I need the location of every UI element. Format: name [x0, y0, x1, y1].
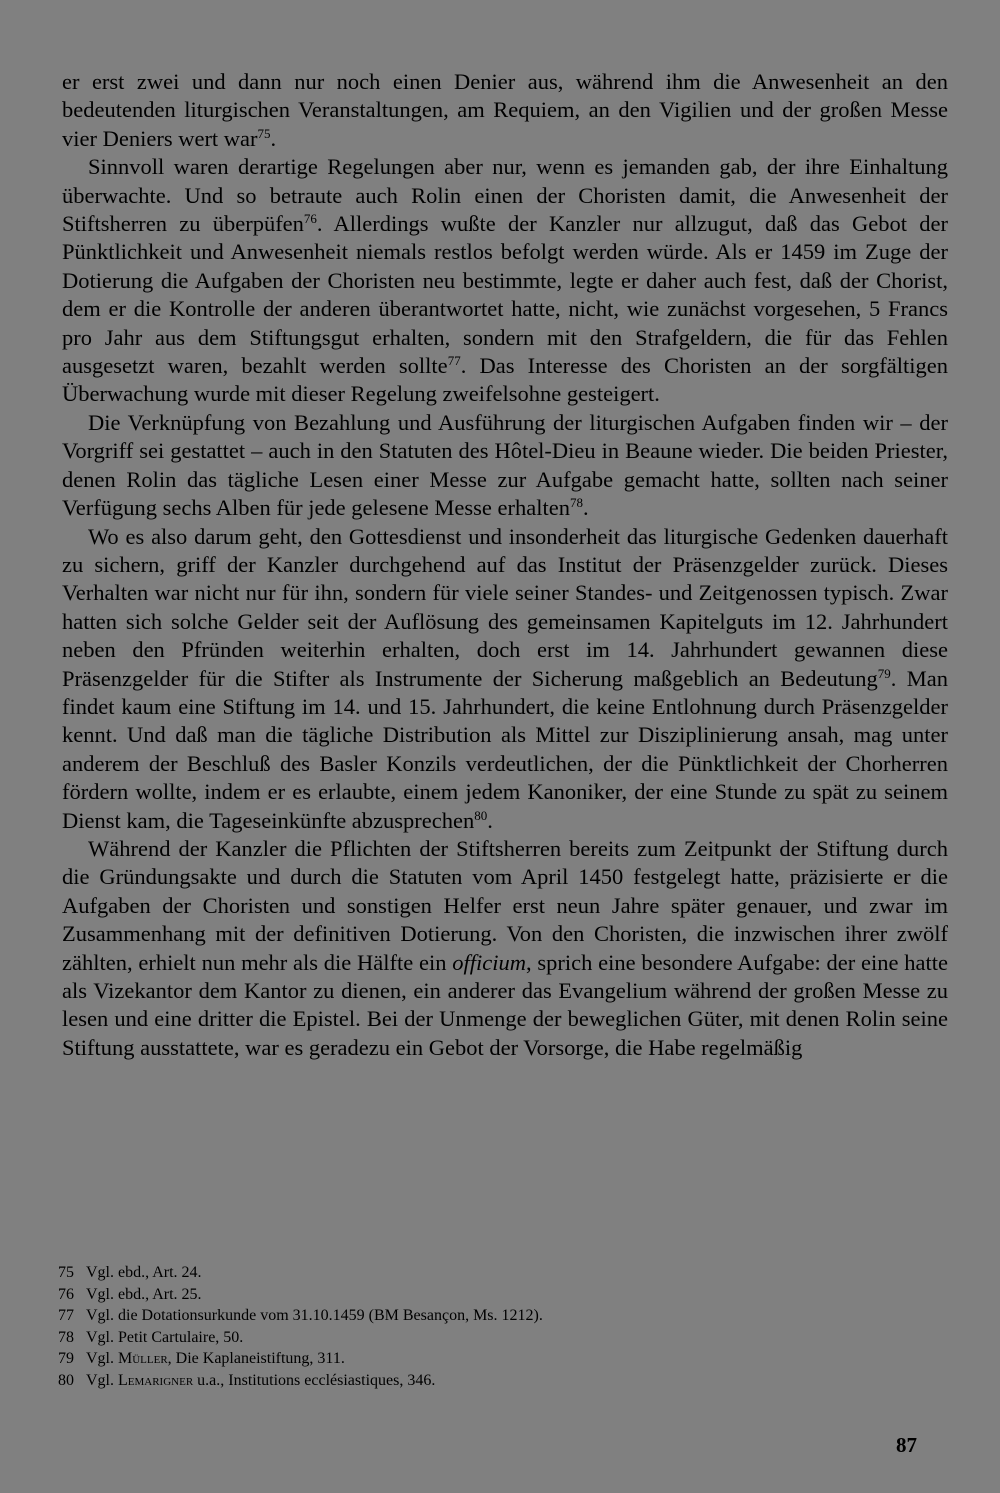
text-segment: . Das Interesse des Choristen an der sorgfältigen Überwachung wurde mit dieser Regelung zweifelsohne gesteigert. [62, 353, 949, 407]
text-segment: u.a., Institutions ecclésiastiques, 346. [193, 1371, 436, 1389]
footnote-reference: 76 [303, 211, 317, 227]
text-segment: Vgl. ebd., Art. 24. [86, 1264, 202, 1281]
text-segment: , sprich eine besondere Aufgabe: der eine hatte als Vizekantor dem Kantor zu dienen, ein anderer das Evangelium während der großen Messe zu lesen und eine dritter die Epistel. Bei der Unmenge der beweglichen Güter, mit denen Rolin seine Stiftung ausstattete, war es geradezu ein Gebot der Vorsorge, die Habe regelmäßig [62, 949, 948, 1060]
text-segment: . Allerdings wußte der Kanzler nur allzugut, daß das Gebot der Pünktlichkeit und Anwesenheit niemals restlos befolgt werden würde. Als er 1459 im Zuge der Dotierung die Aufgaben der Choristen neu bestimmte, legte er daher auch fest, daß der Chorist, dem er die Kontrolle der anderen überantwortet hatte, nicht, wie zunächst vorgesehen, 5 Francs pro Jahr aus dem Stiftungsgut erhalten, sondern mit den Strafgeldern, die für das Fehlen ausgesetzt waren, bezahlt werden sollte [62, 211, 948, 379]
text-segment: . [582, 495, 589, 521]
author-name: Müller [118, 1350, 168, 1367]
paragraph [62, 68, 948, 153]
italic-text: officium [452, 949, 527, 975]
text-segment: , Die Kaplaneistiftung, 311. [167, 1350, 345, 1367]
text-segment: Die Verknüpfung von Bezahlung und Ausführung der liturgischen Aufgaben finden wir – der Vorgriff sei gestattet – auch in den Statuten des Hôtel-Dieu in Beaune wieder. Die beiden Priester, denen Rolin das tägliche Lesen einer Messe zur Aufgabe gemacht hatte, sollten nach seiner Verfügung sechs Alben für jede gelesene Messe erhalten [62, 409, 948, 521]
body-text [62, 68, 948, 1062]
footnote [58, 1370, 948, 1392]
text-segment: Vgl. die Dotationsurkunde vom 31.10.1459 (BM Besançon, Ms. 1212). [86, 1307, 543, 1324]
footnote [58, 1262, 948, 1284]
footnote-number: 78 [58, 1328, 74, 1346]
footnote-number: 75 [58, 1264, 74, 1281]
footnote-number: 80 [58, 1371, 74, 1389]
footnote-text [86, 1305, 543, 1327]
text-segment: Vgl. Petit Cartulaire, 50. [86, 1328, 244, 1346]
footnote-reference: 77 [447, 353, 461, 369]
text-segment: . [487, 807, 493, 833]
footnote-number: 76 [58, 1285, 74, 1303]
footnote-text [86, 1284, 202, 1306]
paragraph [62, 523, 948, 835]
footnote-text [86, 1327, 243, 1349]
footnote-reference: 79 [877, 665, 891, 681]
paragraph [62, 409, 948, 523]
footnote [58, 1327, 948, 1349]
text-segment: Wo es also darum geht, den Gottesdienst und insonderheit das liturgische Gedenken dauerhaft zu sichern, griff der Kanzler durchgehend auf das Institut der Präsenzgelder zurück. Dieses Verhalten war nicht nur für ihn, sondern für viele seiner Standes- und Zeitgenossen typisch. Zwar hatten sich solche Gelder seit der Auflösung des gemeinsamen Kapitelguts im 12. Jahrhundert neben den Pfründen weiterhin erhalten, doch erst im 14. Jahrhundert gewannen diese Präsenzgelder für die Stifter als Instrumente der Sicherung maßgeblich an Bedeutung [62, 523, 948, 691]
footnote [58, 1284, 948, 1306]
text-segment: er erst zwei und dann nur noch einen Denier aus, während ihm die Anwesenheit an den bedeutenden liturgischen Veranstaltungen, am Requiem, an den Vigilien und der großen Messe vier Deniers wert war [62, 69, 948, 151]
paragraph [62, 153, 948, 409]
footnote [58, 1305, 948, 1327]
footnote-number: 79 [58, 1350, 74, 1367]
footnote [58, 1348, 948, 1370]
text-segment: Vgl. [86, 1350, 118, 1367]
text-segment: Vgl. ebd., Art. 25. [86, 1285, 202, 1303]
author-name: Lemarigner [118, 1371, 194, 1389]
footnote-text [86, 1348, 345, 1370]
footnote-reference: 78 [569, 495, 583, 511]
text-segment: . [270, 125, 277, 151]
footnote-text [86, 1262, 202, 1284]
footnotes [58, 1262, 948, 1391]
page-number: 87 [896, 1433, 917, 1457]
footnote-reference: 80 [474, 807, 488, 823]
text-segment: . Man findet kaum eine Stiftung im 14. und 15. Jahrhundert, die keine Entlohnung durch Präsenzgelder kennt. Und daß man die tägliche Distribution als Mittel zur Disziplinierung ansah, mag unter anderem der Beschluß des Basler Konzils verdeutlichen, der die Pünktlichkeit der Chorherren fördern wollte, indem er es erlaubte, einem jedem Kanoniker, der eine Stunde zu spät zu seinem Dienst kam, die Tageseinkünfte abzusprechen [62, 665, 948, 833]
text-segment: Während der Kanzler die Pflichten der Stiftsherren bereits zum Zeitpunkt der Stiftung durch die Gründungsakte und durch die Statuten vom April 1450 festgelegt hatte, präzisierte er die Aufgaben der Choristen und sonstigen Helfer erst neun Jahre später genauer, und zwar im Zusammenhang mit der definitiven Dotierung. Von den Choristen, die inzwischen ihrer zwölf zählten, erhielt nun mehr als die Hälfte ein [62, 835, 948, 975]
text-segment: Sinnvoll waren derartige Regelungen aber nur, wenn es jemanden gab, der ihre Einhaltung überwachte. Und so betraute auch Rolin einen der Choristen damit, die Anwesenheit der Stiftsherren zu überpüfen [62, 154, 948, 237]
paragraph [62, 835, 948, 1062]
footnote-number: 77 [58, 1307, 74, 1324]
footnote-reference: 75 [257, 125, 271, 141]
text-segment: Vgl. [86, 1371, 118, 1389]
footnote-text [86, 1370, 435, 1392]
